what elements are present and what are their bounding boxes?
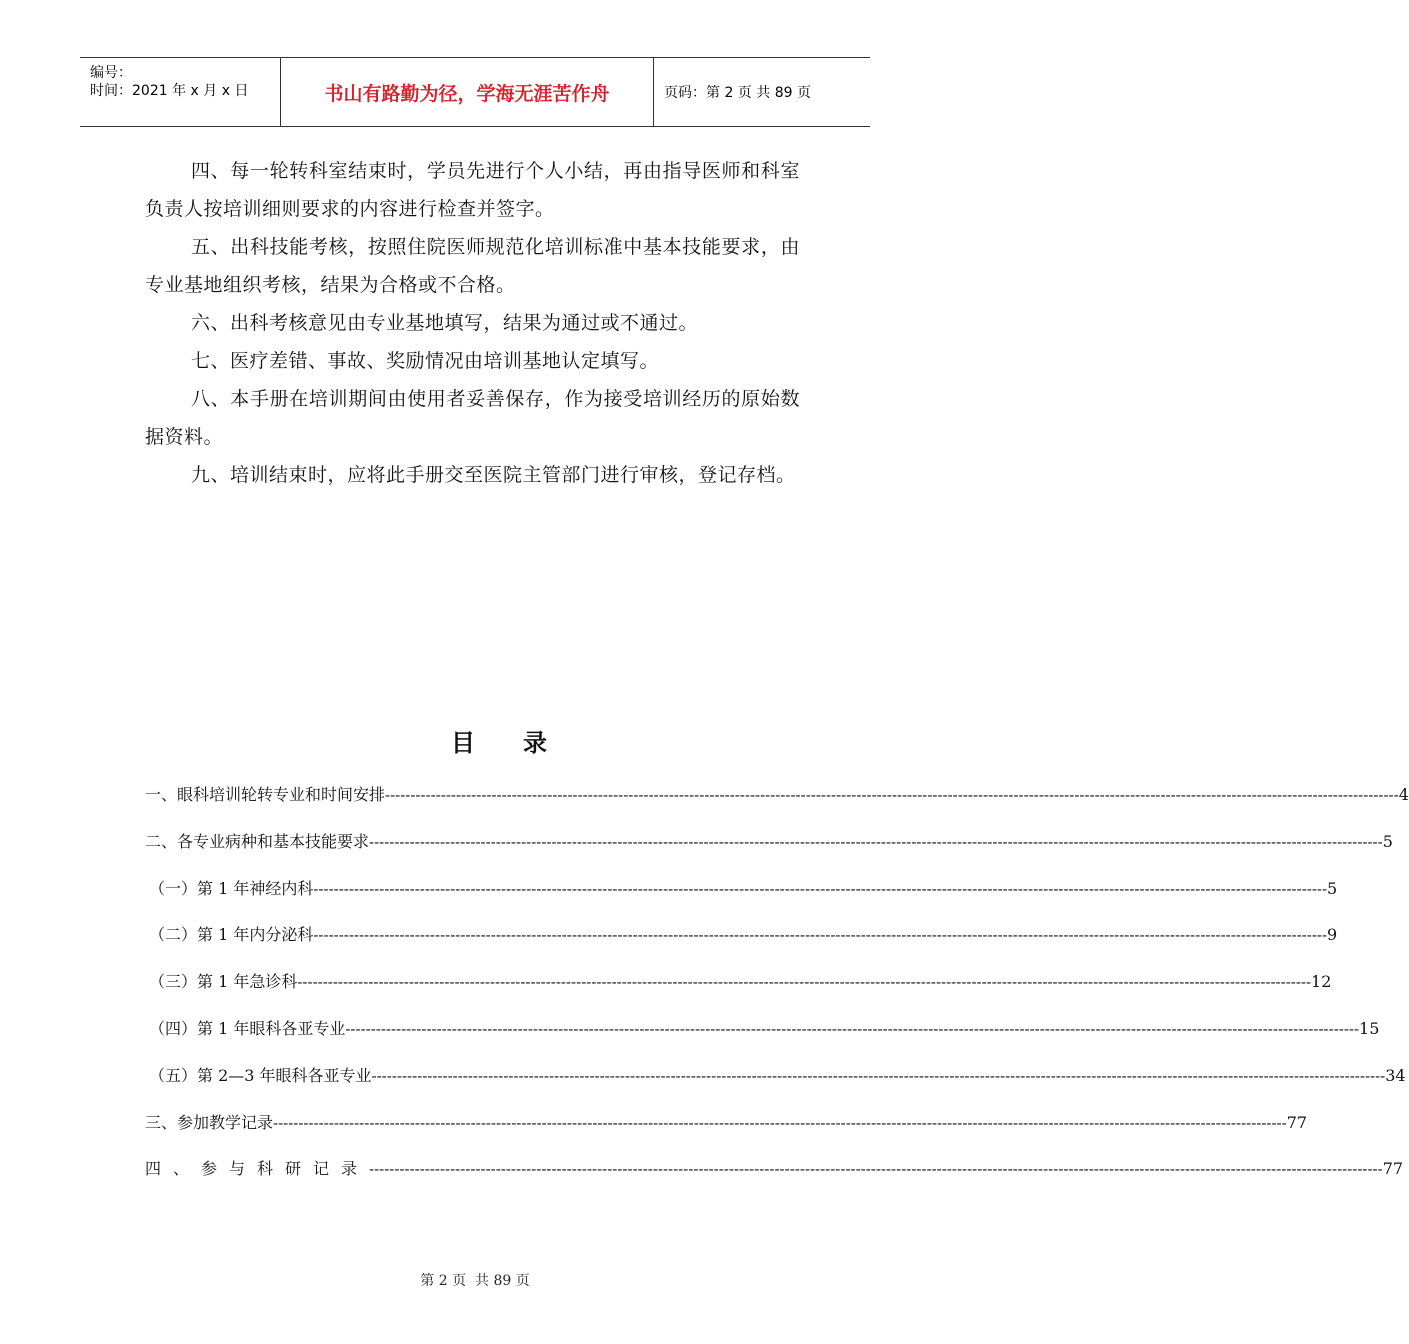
table-of-contents bbox=[145, 782, 1409, 1203]
toc-leader: -------------------------------------------------------------------------------------------------------------------------------------------------------------------------------------------------------- bbox=[297, 973, 1312, 992]
instructions-body bbox=[145, 152, 800, 494]
toc-entry[interactable] bbox=[145, 782, 1409, 829]
header-meta-cell bbox=[80, 58, 281, 126]
toc-entry[interactable] bbox=[145, 1016, 1380, 1063]
toc-leader: -------------------------------------------------------------------------------------------------------------------------------------------------------------------------------------------------------- bbox=[313, 879, 1328, 898]
toc-leader: -------------------------------------------------------------------------------------------------------------------------------------------------------------------------------------------------------- bbox=[345, 1019, 1360, 1038]
toc-leader: -------------------------------------------------------------------------------------------------------------------------------------------------------------------------------------------------------- bbox=[273, 1113, 1287, 1132]
toc-entry[interactable] bbox=[145, 1156, 1404, 1203]
instruction-paragraph: 五、出科技能考核，按照住院医师规范化培训标准中基本技能要求，由专业基地组织考核，结果为合格或不合格。 bbox=[145, 236, 800, 296]
page-header bbox=[80, 57, 870, 127]
toc-entry[interactable] bbox=[145, 1063, 1406, 1110]
toc-entry-page: 5 bbox=[1327, 878, 1338, 898]
toc-leader: -------------------------------------------------------------------------------------------------------------------------------------------------------------------------------------------------------- bbox=[369, 1160, 1383, 1179]
toc-leader: -------------------------------------------------------------------------------------------------------------------------------------------------------------------------------------------------------- bbox=[369, 832, 1383, 851]
toc-entry-page: 34 bbox=[1385, 1065, 1406, 1085]
instruction-paragraph: 八、本手册在培训期间由使用者妥善保存，作为接受培训经历的原始数据资料。 bbox=[145, 388, 800, 448]
toc-entry[interactable] bbox=[145, 969, 1332, 1016]
instruction-paragraph: 九、培训结束时，应将此手册交至医院主管部门进行审核，登记存档。 bbox=[191, 464, 796, 486]
header-page-code: 页码：第 2 页 共 89 页 bbox=[664, 85, 811, 101]
toc-entry-label: 三、参加教学记录 bbox=[145, 1112, 274, 1132]
number-label: 编号： bbox=[90, 65, 132, 81]
toc-entry-page: 77 bbox=[1286, 1112, 1308, 1132]
toc-title: 目录 bbox=[451, 729, 595, 757]
toc-entry[interactable] bbox=[145, 1110, 1308, 1157]
instruction-paragraph: 七、医疗差错、事故、奖励情况由培训基地认定填写。 bbox=[191, 350, 660, 372]
toc-entry[interactable] bbox=[145, 922, 1338, 969]
toc-entry-label: （一）第 1 年神经内科 bbox=[149, 878, 314, 898]
header-page-cell bbox=[654, 58, 870, 126]
toc-entry-page: 9 bbox=[1327, 925, 1338, 945]
toc-entry-label: 四、参与科研记录 bbox=[145, 1159, 370, 1179]
toc-entry-label: （四）第 1 年眼科各亚专业 bbox=[149, 1018, 346, 1038]
instruction-paragraph: 四、每一轮转科室结束时，学员先进行个人小结，再由指导医师和科室负责人按培训细则要求的内容进行检查并签字。 bbox=[145, 160, 800, 220]
header-motto: 书山有路勤为径，学海无涯苦作舟 bbox=[324, 83, 610, 105]
toc-leader: -------------------------------------------------------------------------------------------------------------------------------------------------------------------------------------------------------- bbox=[371, 1066, 1386, 1085]
toc-entry-page: 4 bbox=[1398, 785, 1409, 804]
toc-entry[interactable] bbox=[145, 829, 1393, 876]
toc-leader: -------------------------------------------------------------------------------------------------------------------------------------------------------------------------------------------------------- bbox=[313, 926, 1328, 945]
header-motto-cell bbox=[281, 58, 654, 126]
time-label: 时间：2021 年 x 月 x 日 bbox=[90, 83, 249, 99]
toc-entry-page: 77 bbox=[1382, 1159, 1404, 1179]
toc-entry[interactable] bbox=[145, 876, 1338, 923]
toc-leader: -------------------------------------------------------------------------------------------------------------------------------------------------------------------------------------------------------- bbox=[385, 786, 1399, 804]
toc-entry-page: 15 bbox=[1359, 1018, 1380, 1038]
toc-entry-label: （五）第 2—3 年眼科各亚专业 bbox=[149, 1065, 372, 1085]
toc-entry-label: （二）第 1 年内分泌科 bbox=[149, 925, 314, 945]
instruction-paragraph: 六、出科考核意见由专业基地填写，结果为通过或不通过。 bbox=[191, 312, 699, 334]
toc-entry-page: 5 bbox=[1382, 831, 1393, 851]
page-footer: 第 2 页 共 89 页 bbox=[420, 1273, 530, 1289]
toc-entry-label: 二、各专业病种和基本技能要求 bbox=[145, 831, 370, 851]
toc-entry-label: 一、眼科培训轮转专业和时间安排 bbox=[145, 785, 386, 804]
toc-entry-label: （三）第 1 年急诊科 bbox=[149, 972, 298, 992]
toc-entry-page: 12 bbox=[1311, 972, 1332, 992]
